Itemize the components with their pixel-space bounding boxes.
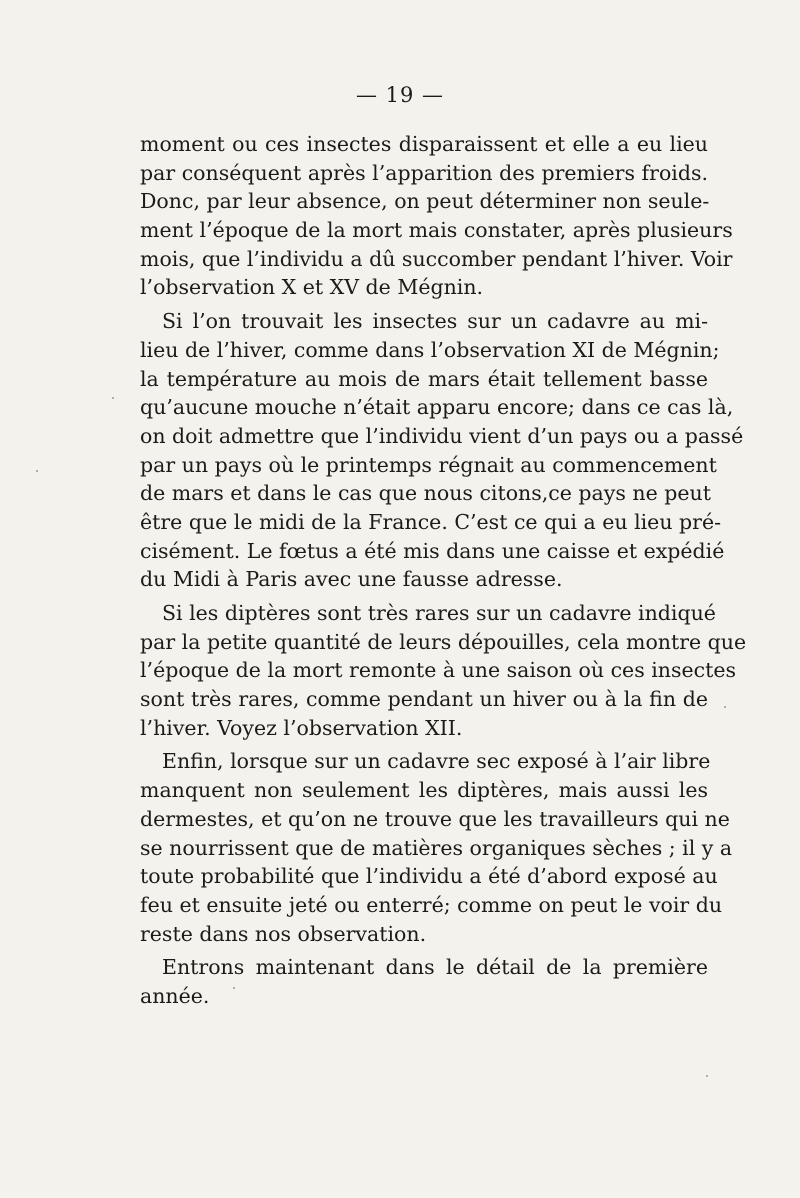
text-line: Si l’on trouvait les insectes sur un cadavre au mi- <box>162 309 708 334</box>
text-line: Donc, par leur absence, on peut déterminer non seule- <box>140 189 710 214</box>
paper-speck <box>706 1075 708 1077</box>
text-line: du Midi à Paris avec une fausse adresse. <box>140 567 563 592</box>
paragraph <box>140 599 747 742</box>
text-line: l’hiver. Voyez l’observation XII. <box>140 715 463 740</box>
page-number: — 19 — <box>355 83 445 107</box>
text-line: la température au mois de mars était tellement basse <box>140 366 708 391</box>
text-line: Entrons maintenant dans le détail de la première <box>162 955 708 980</box>
paragraph <box>140 747 733 948</box>
text-line: on doit admettre que l’individu vient d’un pays ou a passé <box>140 423 744 448</box>
paragraph <box>140 130 733 302</box>
text-line: l’époque de la mort remonte à une saison où ces insectes <box>140 658 737 683</box>
text-line: année. <box>140 983 210 1008</box>
text-line: l’observation X et XV de Mégnin. <box>140 275 484 300</box>
text-line: moment ou ces insectes disparaissent et elle a eu lieu <box>140 132 708 156</box>
text-line: être que le midi de la France. C’est ce qui a eu lieu pré- <box>140 509 722 534</box>
text-line: feu et ensuite jeté ou enterré; comme on peut le voir du <box>140 892 723 917</box>
paper-speck <box>36 470 38 472</box>
text-line: mois, que l’individu a dû succomber pendant l’hiver. Voir <box>140 246 733 271</box>
paper-speck <box>233 987 235 989</box>
text-line: se nourrissent que de matières organiques sèches ; il y a <box>140 835 733 860</box>
text-line: dermestes, et qu’on ne trouve que les travailleurs qui ne <box>140 806 730 831</box>
text-line: par un pays où le printemps régnait au commencement <box>140 452 717 477</box>
text-line: qu’aucune mouche n’était apparu encore; dans ce cas là, <box>140 395 734 420</box>
text-line: lieu de l’hiver, comme dans l’observation XI de Mégnin; <box>140 337 720 362</box>
text-line: par la petite quantité de leurs dépouilles, cela montre que <box>140 629 747 654</box>
paragraph <box>140 953 708 1010</box>
text-line: reste dans nos observation. <box>140 921 427 946</box>
text-line: de mars et dans le cas que nous citons,ce pays ne peut <box>140 481 711 506</box>
text-line: ment l’époque de la mort mais constater, après plusieurs <box>140 218 733 243</box>
paper-speck <box>724 706 726 708</box>
text-line: manquent non seulement les diptères, mais aussi les <box>140 778 708 803</box>
paragraph <box>140 307 744 594</box>
paper-speck <box>112 397 114 399</box>
text-line: Si les diptères sont très rares sur un cadavre indiqué <box>162 601 716 625</box>
text-line: Enfin, lorsque sur un cadavre sec exposé à l’air libre <box>162 749 711 774</box>
text-line: toute probabilité que l’individu a été d’abord exposé au <box>140 864 718 889</box>
text-line: sont très rares, comme pendant un hiver ou à la fin de <box>140 687 708 712</box>
body-text <box>140 130 747 1011</box>
text-line: par conséquent après l’apparition des premiers froids. <box>140 160 708 185</box>
text-line: cisément. Le fœtus a été mis dans une caisse et expédié <box>140 538 725 563</box>
